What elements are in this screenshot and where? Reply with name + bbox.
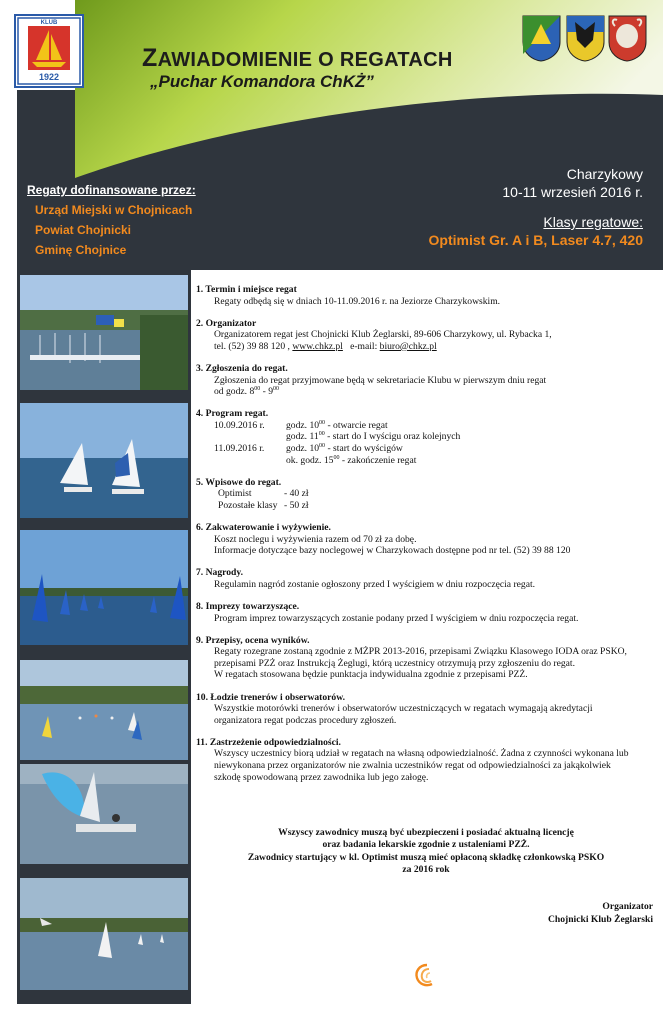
harbor-photo	[20, 275, 188, 390]
contact-line	[196, 341, 656, 353]
section-heading: 11. Zastrzeżenie odpowiedzialności.	[196, 736, 341, 748]
funding-label: Regaty dofinansowane przez:	[27, 183, 196, 197]
section-przepisy	[196, 635, 656, 681]
section-heading: 3. Zgłoszenia do regat.	[196, 362, 288, 374]
section-wpisowe	[196, 477, 656, 512]
funding-item: Urząd Miejski w Chojnicach	[35, 203, 193, 217]
section-heading: 1. Termin i miejsce regat	[196, 284, 297, 295]
section-heading: 5. Wpisowe do regat.	[196, 476, 282, 488]
section-text: Wszyscy uczestnicy biorą udział w regatach na własną odpowiedzialność. Żadna z czynności wykonana lub	[214, 748, 629, 760]
section-odpowiedzialnosc	[196, 737, 656, 783]
program-row: 10.09.2016 r. godz. $10^{00}$ - otwarcie regat	[214, 419, 388, 431]
program-row: ok. godz. $15^{00}$ - zakończenie regat	[286, 454, 417, 466]
section-heading: 10. Łodzie trenerów i obserwatorów.	[196, 691, 346, 703]
section-text: Informacje dotyczące bazy noclegowej w Charzykowach dostępne pod nr tel. (52) 39 88 120	[214, 545, 571, 557]
section-heading: 2. Organizator	[196, 317, 257, 329]
section-text: Regaty odbędą się w dniach 10-11.09.2016 r. na Jeziorze Charzykowskim.	[214, 295, 501, 307]
club-logo	[14, 14, 84, 88]
section-imprezy	[196, 601, 656, 624]
section-heading: 6. Zakwaterowanie i wyżywienie.	[196, 522, 331, 533]
classes-label: Klasy regatowe:	[543, 214, 643, 230]
section-text: od godz. $8^{00} - 9^{00}$	[214, 385, 280, 398]
race-finish-photo	[20, 878, 188, 990]
svg-text:1922: 1922	[38, 72, 60, 82]
chojnice-county-crest-icon	[565, 14, 606, 62]
section-text: przepisami PZŻ oraz Instrukcją Żeglugi, którą uczestnicy otrzymują przy zgłoszeniu do regat.	[214, 657, 575, 669]
notice-line: za 2016 rok	[402, 864, 450, 876]
section-nagrody	[196, 567, 656, 590]
email-link[interactable]: biuro@chkz.pl	[379, 340, 437, 352]
section-heading: 4. Program regat.	[196, 408, 269, 420]
laser-sailing-photo	[20, 764, 188, 864]
section-text: Zgłoszenia do regat przyjmowane będą w sekretariacie Klubu w pierwszym dniu regat	[214, 374, 547, 386]
event-dates: 10-11 wrzesień 2016 r.	[502, 184, 643, 200]
program-row: godz. $11^{00}$ - start do I wyścigu oraz kolejnych	[286, 431, 461, 443]
insurance-notice	[196, 827, 656, 877]
funding-item: Gminę Chojnice	[35, 243, 127, 257]
section-text: Organizatorem regat jest Chojnicki Klub Żeglarski, 89-606 Charzykowy, ul. Rybacka 1,	[214, 329, 552, 341]
section-text: Koszt noclegu i wyżywienia razem od 70 zł za dobę.	[214, 533, 417, 545]
section-text: W regatach stosowana będzie punktacja indywidualna zgodnie z przepisami PZŻ.	[214, 669, 528, 681]
svg-text:KLUB: KLUB	[40, 20, 58, 26]
section-termin	[196, 284, 656, 307]
lake-start-photo	[20, 660, 188, 760]
section-program	[196, 408, 656, 466]
event-place: Charzykowy	[566, 166, 643, 182]
website-link[interactable]: www.chkz.pl	[292, 340, 343, 352]
regatta-fleet-photo	[20, 530, 188, 645]
section-zgloszenia	[196, 363, 656, 398]
page-title: ZAWIADOMIENIE O REGATACH	[142, 44, 453, 72]
fee-row: Optimist - 40 zł	[218, 488, 309, 500]
classes-value: Optimist Gr. A i B, Laser 4.7, 420	[428, 232, 643, 248]
organizer-name: Chojnicki Klub Żeglarski	[547, 914, 653, 925]
email-label: e-mail:	[350, 340, 378, 352]
chojnice-city-crest-icon	[521, 14, 562, 62]
funding-item: Powiat Chojnicki	[35, 223, 132, 237]
section-organizator	[196, 318, 656, 353]
section-text: organizatora regat podczas procedury zgłoszeń.	[214, 714, 397, 726]
section-text: niewykonana przez organizatorów nie zwalnia uczestników regat od odpowiedzialności za jakąkolwiek	[214, 760, 611, 771]
section-text: Wszystkie motorówki trenerów i obserwatorów uczestniczących w regatach wymagają akredytacji	[214, 703, 593, 715]
organizer-signature	[548, 900, 653, 926]
section-zakwaterowanie	[196, 522, 656, 557]
section-text: Regulamin nagród zostanie ogłoszony przed I wyścigiem w dniu rozpoczęcia regat.	[214, 578, 536, 590]
section-text: Program imprez towarzyszących zostanie podany przed I wyścigiem w dniu rozpoczęcia regat.	[214, 612, 579, 624]
event-place-date	[502, 165, 643, 201]
notice-line: oraz badania lekarskie zgodnie z ustaleniami PZŻ.	[322, 839, 530, 851]
notice-line: Wszyscy zawodnicy muszą być ubezpieczeni i posiadać aktualną licencję	[278, 827, 574, 838]
section-lodzie	[196, 692, 656, 727]
section-text: szkodę spowodowaną przez zawodnika lub jego załogę.	[214, 771, 429, 783]
swirl-logo-icon	[413, 962, 441, 990]
page-subtitle: „Puchar Komandora ChKŻ”	[150, 72, 374, 91]
phone-text: tel. (52) 39 88 120 ,	[214, 340, 290, 352]
program-row: 11.09.2016 r. godz. $10^{00}$ - start do wyścigów	[214, 442, 403, 455]
section-heading: 7. Nagrody.	[196, 567, 243, 579]
funding-block	[27, 183, 196, 257]
section-text: Regaty rozegrane zostaną zgodnie z MŻPR 2013-2016, przepisami Związku Klasowego IODA oraz PSKO,	[214, 646, 627, 658]
optimist-sailing-photo	[20, 403, 188, 518]
section-heading: 9. Przepisy, ocena wyników.	[196, 634, 310, 646]
fee-row: Pozostałe klasy - 50 zł	[218, 499, 309, 511]
notice-line: Zawodnicy startujący w kl. Optimist muszą mieć opłaconą składkę członkowską PSKO	[247, 851, 605, 863]
announcement-body	[196, 284, 656, 794]
organizer-label: Organizator	[602, 901, 653, 912]
chojnice-gmina-crest-icon	[607, 14, 648, 62]
regatta-classes	[429, 214, 644, 248]
section-heading: 8. Imprezy towarzyszące.	[196, 600, 300, 612]
